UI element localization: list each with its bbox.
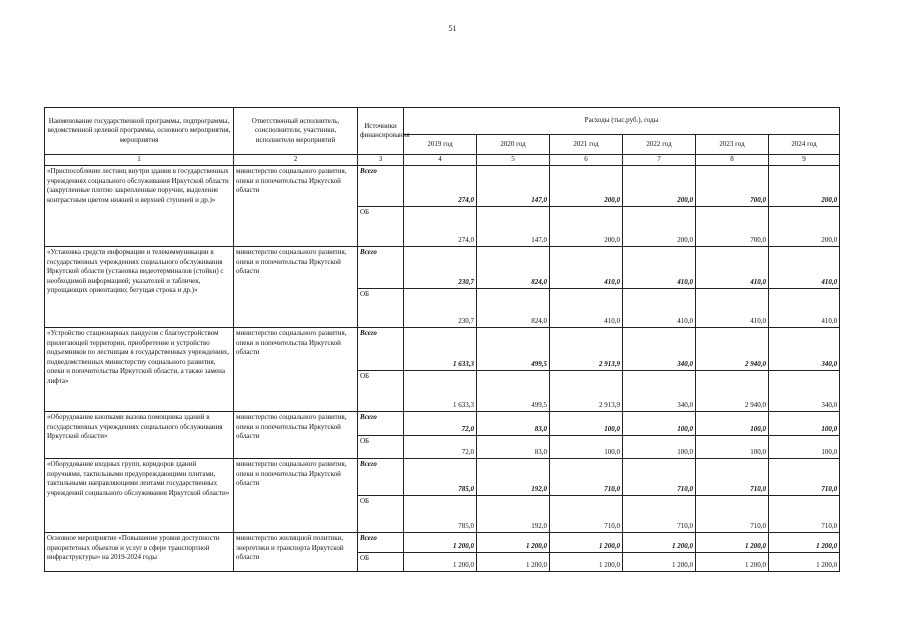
total-value: 410,0	[769, 247, 840, 289]
ob-value: 100,0	[623, 436, 696, 459]
source-ob-label: ОБ	[358, 436, 404, 459]
ob-value: 340,0	[769, 371, 840, 412]
expenditure-table	[44, 107, 840, 572]
ob-value: 274,0	[404, 207, 477, 247]
ob-value: 410,0	[769, 289, 840, 328]
header-expenses: Расходы (тыс.руб.), годы	[404, 108, 840, 135]
ob-value: 410,0	[696, 289, 769, 328]
column-number: 6	[550, 155, 623, 166]
source-total-label: Всего	[358, 459, 404, 496]
header-year: 2023 год	[696, 135, 769, 155]
ob-value: 200,0	[769, 207, 840, 247]
total-value: 410,0	[696, 247, 769, 289]
total-value: 340,0	[769, 328, 840, 371]
source-total-label: Всего	[358, 328, 404, 371]
ob-value: 785,0	[404, 496, 477, 533]
total-value: 410,0	[550, 247, 623, 289]
total-value: 1 200,0	[696, 533, 769, 553]
total-value: 1 200,0	[477, 533, 550, 553]
header-year: 2024 год	[769, 135, 840, 155]
ob-value: 200,0	[623, 207, 696, 247]
source-total-label: Всего	[358, 166, 404, 207]
total-value: 100,0	[769, 412, 840, 436]
total-value: 499,5	[477, 328, 550, 371]
measure-executor: министерство социального развития, опеки и попечительства Иркутской области	[234, 412, 358, 459]
total-value: 83,0	[477, 412, 550, 436]
measure-name: «Оборудование кнопками вызова помощника зданий в государственных учреждениях социального обслуживания Иркутской области»	[45, 412, 234, 459]
ob-value: 1 200,0	[477, 553, 550, 572]
total-value: 1 633,3	[404, 328, 477, 371]
ob-value: 200,0	[550, 207, 623, 247]
total-value: 200,0	[769, 166, 840, 207]
total-value: 1 200,0	[550, 533, 623, 553]
column-number: 8	[696, 155, 769, 166]
ob-value: 340,0	[623, 371, 696, 412]
total-value: 710,0	[696, 459, 769, 496]
total-value: 200,0	[623, 166, 696, 207]
ob-value: 700,0	[696, 207, 769, 247]
measure-name: «Устройство стационарных пандусов с благоустройством прилегающей территории, приобретение и устройство подъемников по лестницам в государственных учреждениях, подведомственных министерству социального развития, опеки и попечительства Иркутской области, а также замена лифта»	[45, 328, 234, 412]
total-value: 1 200,0	[623, 533, 696, 553]
ob-value: 2 913,9	[550, 371, 623, 412]
header-year: 2022 год	[623, 135, 696, 155]
table-row	[45, 412, 840, 436]
ob-value: 410,0	[550, 289, 623, 328]
header-year: 2019 год	[404, 135, 477, 155]
total-value: 72,0	[404, 412, 477, 436]
page-number: 51	[448, 24, 457, 33]
table-row	[45, 533, 840, 553]
source-total-label: Всего	[358, 247, 404, 289]
ob-value: 410,0	[623, 289, 696, 328]
source-total-label: Всего	[358, 533, 404, 553]
source-ob-label: ОБ	[358, 207, 404, 247]
column-number: 9	[769, 155, 840, 166]
total-value: 700,0	[696, 166, 769, 207]
column-number: 1	[45, 155, 234, 166]
ob-value: 72,0	[404, 436, 477, 459]
measure-name: «Приспособление лестниц внутри здания в государственных учреждениях социального обслуживания Иркутской области (закругленные плотно закрепленные поручни, выделение контрастным цветом нижней и верхней ступеней и др.)»	[45, 166, 234, 247]
ob-value: 710,0	[696, 496, 769, 533]
total-value: 192,0	[477, 459, 550, 496]
table-row	[45, 247, 840, 289]
ob-value: 147,0	[477, 207, 550, 247]
ob-value: 230,7	[404, 289, 477, 328]
total-value: 147,0	[477, 166, 550, 207]
column-number: 2	[234, 155, 358, 166]
ob-value: 710,0	[623, 496, 696, 533]
total-value: 710,0	[769, 459, 840, 496]
total-value: 410,0	[623, 247, 696, 289]
measure-executor: министерство социального развития, опеки и попечительства Иркутской области	[234, 166, 358, 247]
total-value: 710,0	[550, 459, 623, 496]
ob-value: 1 200,0	[623, 553, 696, 572]
total-value: 1 200,0	[769, 533, 840, 553]
total-value: 100,0	[696, 412, 769, 436]
table-row	[45, 328, 840, 371]
ob-value: 100,0	[550, 436, 623, 459]
ob-value: 100,0	[769, 436, 840, 459]
column-number: 7	[623, 155, 696, 166]
measure-name: Основное мероприятие «Повышение уровня доступности приоритетных объектов и услуг в сфере транспортной инфраструктуры» на 2019-2024 годы	[45, 533, 234, 572]
ob-value: 83,0	[477, 436, 550, 459]
table-row	[45, 166, 840, 207]
header-name: Наименование государственной программы, подпрограммы, ведомственной целевой программы, основного мероприятия, мероприятия	[45, 108, 234, 155]
total-value: 2 913,9	[550, 328, 623, 371]
header-year: 2020 год	[477, 135, 550, 155]
source-total-label: Всего	[358, 412, 404, 436]
table-row	[45, 459, 840, 496]
source-ob-label: ОБ	[358, 371, 404, 412]
measure-name: «Установка средств информации и телекоммуникации в государственных учреждениях социального обслуживания Иркутской области (установка видеотерминалов (стойки) с необходимой информацией; указателей и табличек, упрощающих ориентацию; бегущая строка и др.)»	[45, 247, 234, 328]
total-value: 100,0	[623, 412, 696, 436]
ob-value: 1 200,0	[550, 553, 623, 572]
source-ob-label: ОБ	[358, 496, 404, 533]
total-value: 100,0	[550, 412, 623, 436]
measure-executor: министерство социального развития, опеки и попечительства Иркутской области	[234, 459, 358, 533]
column-number: 4	[404, 155, 477, 166]
header-executor: Ответственный исполнитель, соисполнители, участники, исполнители мероприятий	[234, 108, 358, 155]
ob-value: 1 200,0	[404, 553, 477, 572]
header-source: Источники финансирования	[358, 108, 404, 155]
ob-value: 710,0	[550, 496, 623, 533]
ob-value: 710,0	[769, 496, 840, 533]
measure-executor: министерство жилищной политики, энергетики и транспорта Иркутской области	[234, 533, 358, 572]
ob-value: 824,0	[477, 289, 550, 328]
total-value: 230,7	[404, 247, 477, 289]
header-year: 2021 год	[550, 135, 623, 155]
ob-value: 192,0	[477, 496, 550, 533]
total-value: 274,0	[404, 166, 477, 207]
total-value: 785,0	[404, 459, 477, 496]
ob-value: 1 200,0	[696, 553, 769, 572]
total-value: 340,0	[623, 328, 696, 371]
total-value: 200,0	[550, 166, 623, 207]
total-value: 710,0	[623, 459, 696, 496]
measure-executor: министерство социального развития, опеки и попечительства Иркутской области	[234, 247, 358, 328]
total-value: 2 940,0	[696, 328, 769, 371]
ob-value: 499,5	[477, 371, 550, 412]
source-ob-label: ОБ	[358, 553, 404, 572]
column-number: 5	[477, 155, 550, 166]
ob-value: 100,0	[696, 436, 769, 459]
total-value: 824,0	[477, 247, 550, 289]
measure-executor: министерство социального развития, опеки и попечительства Иркутской области	[234, 328, 358, 412]
ob-value: 2 940,0	[696, 371, 769, 412]
measure-name: «Оборудование входных групп, коридоров зданий поручнями, тактильными предупреждающими плитами, тактильными направляющими лентами государственных учреждений социального обслуживания Иркутской области»	[45, 459, 234, 533]
ob-value: 1 200,0	[769, 553, 840, 572]
ob-value: 1 633,3	[404, 371, 477, 412]
source-ob-label: ОБ	[358, 289, 404, 328]
column-number: 3	[358, 155, 404, 166]
total-value: 1 200,0	[404, 533, 477, 553]
